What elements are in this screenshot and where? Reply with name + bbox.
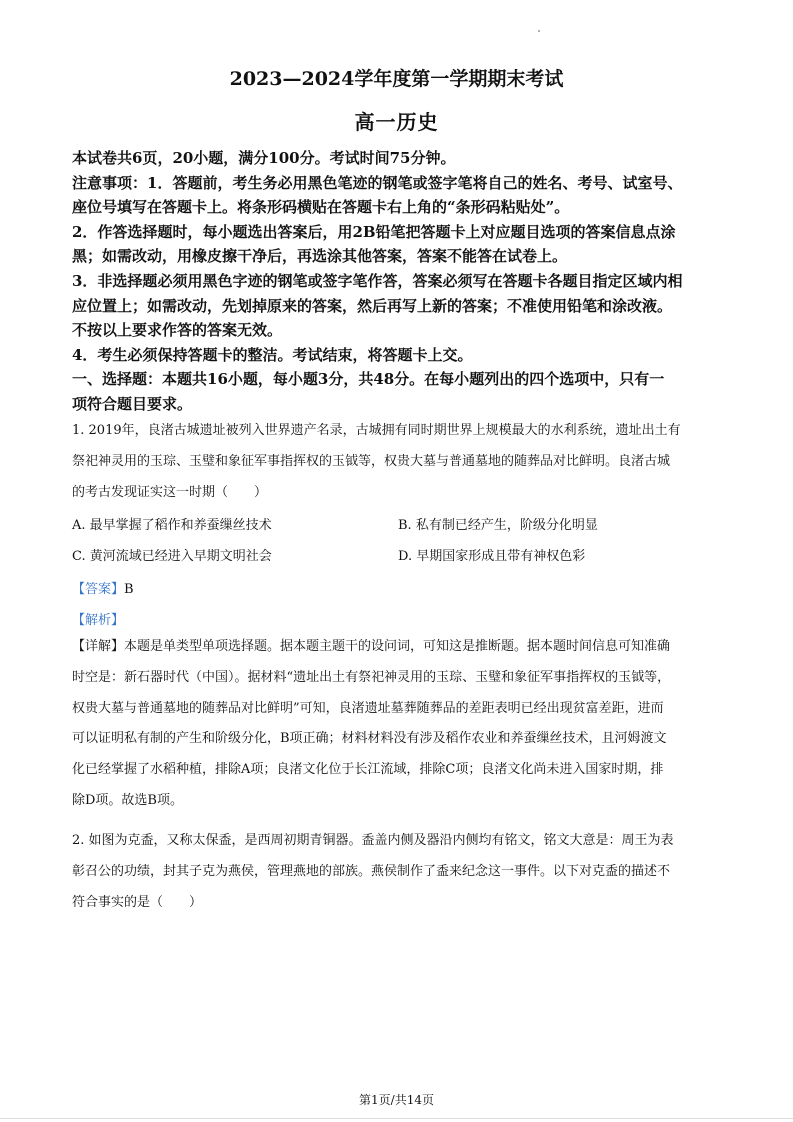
stem-line: 的考古发现证实这一时期（ ）	[72, 484, 268, 500]
stem-line: 祭祀神灵用的玉琮、玉璧和象征军事指挥权的玉钺等，权贵大墓与普通墓地的随葬品对比鲜明。良渚古城	[72, 453, 671, 469]
scan-dot	[538, 30, 540, 32]
detail-line: 可以证明私有制的产生和阶级分化，B项正确；材料材料没有涉及稻作农业和养蚕缫丝技术，且河姆渡文	[72, 731, 667, 747]
instruction-line: 座位号填写在答题卡上。将条形码横贴在答题卡右上角的“条形码粘贴处”。	[72, 198, 570, 217]
option-d: D. 早期国家形成且带有神权色彩	[398, 549, 586, 564]
answer-line	[72, 578, 134, 597]
instruction-line: 2．作答选择题时，每小题选出答案后，用2B铅笔把答题卡上对应题目选项的答案信息点涂	[72, 222, 676, 241]
question-1-stem	[72, 416, 722, 508]
option-c: C. 黄河流域已经进入早期文明社会	[72, 549, 272, 564]
answer-value: B	[124, 582, 134, 597]
instruction-line: 应位置上；如需改动，先划掉原来的答案，然后再写上新的答案；不准使用铅笔和涂改液。	[72, 296, 673, 315]
question-1-detail	[72, 632, 722, 817]
answer-tag: 【答案】	[72, 582, 125, 597]
instruction-line: 不按以上要求作答的答案无效。	[72, 321, 283, 340]
instruction-line: 3．非选择题必须用黑色字迹的钢笔或签字笔作答，答案必须写在答题卡各题目指定区域内相	[72, 271, 683, 290]
option-a: A. 最早掌握了稻作和养蚕缫丝技术	[72, 518, 272, 533]
stem-line: 符合事实的是（ ）	[72, 894, 203, 910]
option-b: B. 私有制已经产生，阶级分化明显	[398, 518, 598, 533]
instruction-line: 4．考生必须保持答题卡的整洁。考试结束，将答题卡上交。	[72, 345, 473, 364]
exam-subject: 高一历史	[354, 110, 439, 134]
exam-title: 2023—2024学年度第一学期期末考试	[229, 68, 564, 90]
stem-line: 彰召公的功绩，封其子克为燕侯，管理燕地的部族。燕侯制作了盉来纪念这一事件。以下对克盉的描述不	[72, 863, 671, 879]
detail-line: 化已经掌握了水稻种植，排除A项；良渚文化位于长江流域，排除C项；良渚文化尚未进入国家时期，排	[72, 762, 664, 778]
stem-line: 2. 如图为克盉，又称太保盉，是西周初期青铜器。盉盖内侧及器沿内侧均有铭文，铭文大意是：周王为表	[72, 833, 674, 848]
instruction-line: 本试卷共6页，20小题，满分100分。考试时间75分钟。	[72, 149, 456, 167]
question-2-stem	[72, 826, 722, 918]
detail-line: 除D项。故选B项。	[72, 792, 183, 808]
instructions	[72, 146, 724, 417]
section-heading: 项符合题目要求。	[72, 394, 193, 413]
detail-line: 时空是：新石器时代（中国）。据材料“遗址出土有祭祀神灵用的玉琮、玉璧和象征军事指挥权的玉钺等，	[72, 669, 671, 685]
analysis-line	[72, 609, 124, 628]
detail-line: 【详解】本题是单类型单项选择题。据本题主题干的设问词，可知这是推断题。据本题时间信息可知准确	[72, 639, 671, 654]
page-number: 第1页/共14页	[359, 1093, 434, 1107]
question-1-options-row	[72, 514, 722, 534]
page-bottom-line	[0, 1118, 793, 1119]
question-1-options-row	[72, 545, 722, 565]
section-heading: 一、选择题：本题共16小题，每小题3分，共48分。在每小题列出的四个选项中，只有一	[72, 370, 665, 389]
detail-line: 权贵大墓与普通墓地的随葬品对比鲜明”可知，良渚遗址墓葬随葬品的差距表明已经出现贫富差距，进而	[72, 700, 664, 716]
analysis-tag: 【解析】	[72, 613, 125, 628]
instruction-line: 注意事项：1．答题前，考生务必用黑色笔迹的钢笔或签字笔将自己的姓名、考号、试室号、	[72, 173, 683, 192]
instruction-line: 黑；如需改动，用橡皮擦干净后，再选涂其他答案，答案不能答在试卷上。	[72, 247, 568, 266]
stem-line: 1. 2019年，良渚古城遗址被列入世界遗产名录，古城拥有同时期世界上规模最大的水利系统，遗址出土有	[72, 423, 681, 438]
